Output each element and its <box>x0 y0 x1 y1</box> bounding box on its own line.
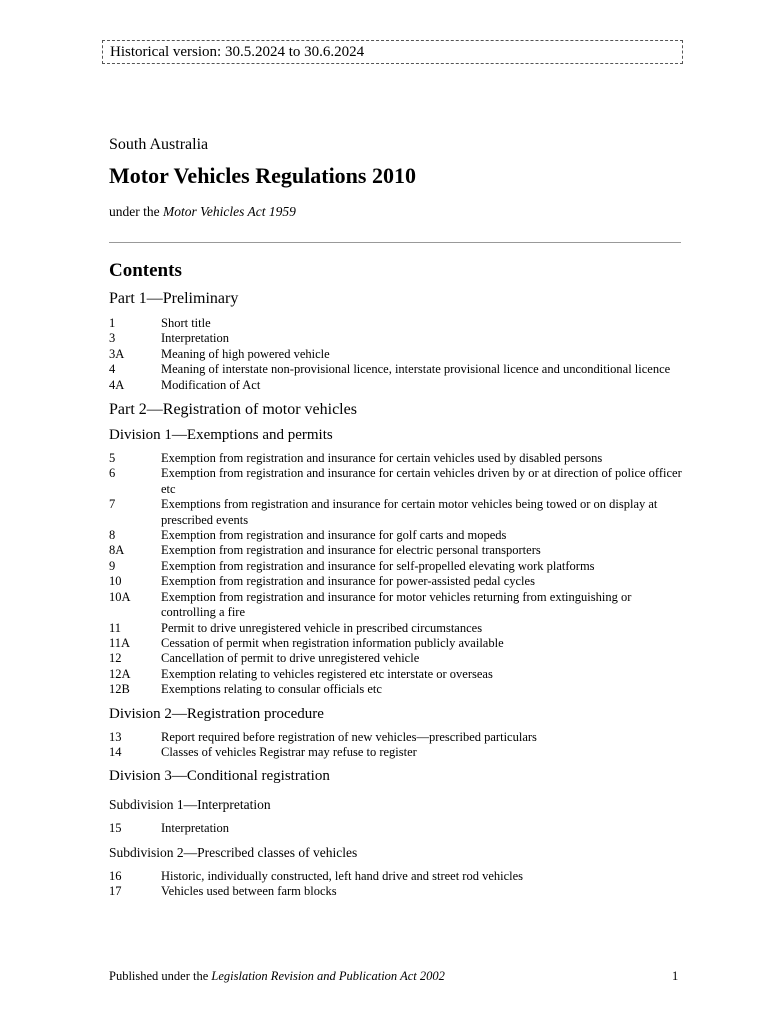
toc-entry-number: 8 <box>109 528 116 543</box>
division-1-entries <box>109 451 684 698</box>
toc-entry-title: Exemption from registration and insurance for power-assisted pedal cycles <box>161 574 535 589</box>
toc-entry-title: Modification of Act <box>161 377 261 392</box>
toc-entry-number: 10A <box>109 589 131 604</box>
contents-heading: Contents <box>109 260 182 281</box>
toc-entry-number: 17 <box>109 884 122 899</box>
toc-entry[interactable] <box>109 378 684 393</box>
toc-entry[interactable] <box>109 869 684 884</box>
historical-version-banner: Historical version: 30.5.2024 to 30.6.2024 <box>102 40 683 64</box>
toc-entry-title: Classes of vehicles Registrar may refuse to register <box>161 744 417 759</box>
toc-entry-title: Exemption from registration and insurance for certain vehicles driven by or at direction of police officer etc <box>161 466 682 496</box>
toc-entry-title: Exemption from registration and insurance for electric personal transporters <box>161 543 541 558</box>
toc-entry-title: Cancellation of permit to drive unregistered vehicle <box>161 651 420 666</box>
toc-entry-title: Exemption from registration and insurance for motor vehicles returning from extinguishing or controlling a fire <box>161 589 632 620</box>
toc-entry-number: 1 <box>109 316 116 330</box>
division-2-entries <box>109 730 684 761</box>
toc-entry-title: Historic, individually constructed, left hand drive and street rod vehicles <box>161 868 524 883</box>
toc-entry-number: 5 <box>109 451 116 466</box>
division-2-heading[interactable]: Division 2—Registration procedure <box>109 705 324 722</box>
toc-entry-number: 8A <box>109 543 125 558</box>
toc-entry-number: 14 <box>109 744 122 759</box>
toc-entry[interactable] <box>109 730 684 745</box>
toc-entry-number: 4A <box>109 377 125 392</box>
footer-prefix: Published under the <box>109 969 212 983</box>
toc-entry-title: Exemption from registration and insurance for self-propelled elevating work platforms <box>161 558 595 573</box>
toc-entry-title: Interpretation <box>161 331 230 346</box>
toc-entry-number: 4 <box>109 362 116 377</box>
part-1-heading[interactable]: Part 1—Preliminary <box>109 290 239 307</box>
subdivision-2-entries <box>109 869 684 900</box>
toc-entry-title: Report required before registration of new vehicles—prescribed particulars <box>161 729 537 744</box>
toc-entry-title: Permit to drive unregistered vehicle in prescribed circumstances <box>161 620 483 635</box>
document-title: Motor Vehicles Regulations 2010 <box>109 163 416 188</box>
toc-entry[interactable] <box>109 497 684 528</box>
toc-entry[interactable] <box>109 590 684 621</box>
toc-entry-title: Cessation of permit when registration information publicly available <box>161 635 504 650</box>
toc-entry[interactable] <box>109 466 684 497</box>
toc-entry[interactable] <box>109 621 684 636</box>
toc-entry-title: Exemptions relating to consular officials etc <box>161 682 382 697</box>
toc-entry[interactable] <box>109 667 684 682</box>
toc-entry-number: 10 <box>109 574 122 589</box>
toc-entry-title: Interpretation <box>161 821 230 836</box>
toc-entry-number: 12B <box>109 682 130 697</box>
under-act-line <box>109 204 296 220</box>
toc-entry-number: 9 <box>109 558 116 573</box>
toc-entry[interactable] <box>109 884 684 899</box>
divider <box>109 242 681 243</box>
toc-entry[interactable] <box>109 651 684 666</box>
table-of-contents <box>109 290 684 908</box>
part-2-heading[interactable]: Part 2—Registration of motor vehicles <box>109 401 357 419</box>
toc-entry-number: 15 <box>109 821 122 836</box>
toc-entry[interactable] <box>109 821 684 836</box>
jurisdiction: South Australia <box>109 136 209 153</box>
toc-entry-title: Short title <box>161 316 211 330</box>
toc-entry-title: Exemption relating to vehicles registered etc interstate or overseas <box>161 666 493 681</box>
toc-entry[interactable] <box>109 682 684 697</box>
toc-entry[interactable] <box>109 636 684 651</box>
toc-entry-number: 3 <box>109 331 116 346</box>
footer-publication-note <box>109 969 445 984</box>
division-3-heading[interactable]: Division 3—Conditional registration <box>109 768 330 785</box>
parent-act-link[interactable]: Motor Vehicles Act 1959 <box>162 204 296 219</box>
toc-entry[interactable] <box>109 451 684 466</box>
toc-entry[interactable] <box>109 316 684 331</box>
footer-act: Legislation Revision and Publication Act 2002 <box>211 969 445 983</box>
toc-entry-number: 16 <box>109 868 122 883</box>
toc-entry-number: 12A <box>109 666 131 681</box>
part-1-entries <box>109 316 684 393</box>
toc-entry-title: Exemption from registration and insurance for certain vehicles used by disabled persons <box>161 451 603 466</box>
under-prefix: under the <box>109 204 163 219</box>
toc-entry-number: 13 <box>109 729 122 744</box>
toc-entry-title: Meaning of interstate non-provisional licence, interstate provisional licence and unconditional licence <box>161 362 671 377</box>
toc-entry-number: 11A <box>109 635 131 650</box>
toc-entry[interactable] <box>109 347 684 362</box>
toc-entry[interactable] <box>109 528 684 543</box>
toc-entry[interactable] <box>109 559 684 574</box>
toc-entry-title: Exemption from registration and insurance for golf carts and mopeds <box>161 528 507 543</box>
toc-entry[interactable] <box>109 574 684 589</box>
toc-entry[interactable] <box>109 331 684 346</box>
subdivision-2-heading[interactable]: Subdivision 2—Prescribed classes of vehicles <box>109 844 358 860</box>
division-1-heading[interactable]: Division 1—Exemptions and permits <box>109 427 333 444</box>
toc-entry[interactable] <box>109 362 684 377</box>
toc-entry-title: Exemptions from registration and insurance for certain motor vehicles being towed or on display at prescribed events <box>161 497 658 527</box>
toc-entry[interactable] <box>109 745 684 760</box>
toc-entry-number: 11 <box>109 620 122 635</box>
toc-entry-number: 6 <box>109 466 116 481</box>
toc-entry-title: Meaning of high powered vehicle <box>161 346 330 361</box>
subdivision-1-heading[interactable]: Subdivision 1—Interpretation <box>109 797 271 813</box>
subdivision-1-entries <box>109 821 684 836</box>
toc-entry[interactable] <box>109 543 684 558</box>
toc-entry-number: 7 <box>109 497 116 512</box>
toc-entry-number: 3A <box>109 346 125 361</box>
page-number: 1 <box>672 969 679 983</box>
toc-entry-number: 12 <box>109 651 122 666</box>
toc-entry-title: Vehicles used between farm blocks <box>161 884 337 899</box>
